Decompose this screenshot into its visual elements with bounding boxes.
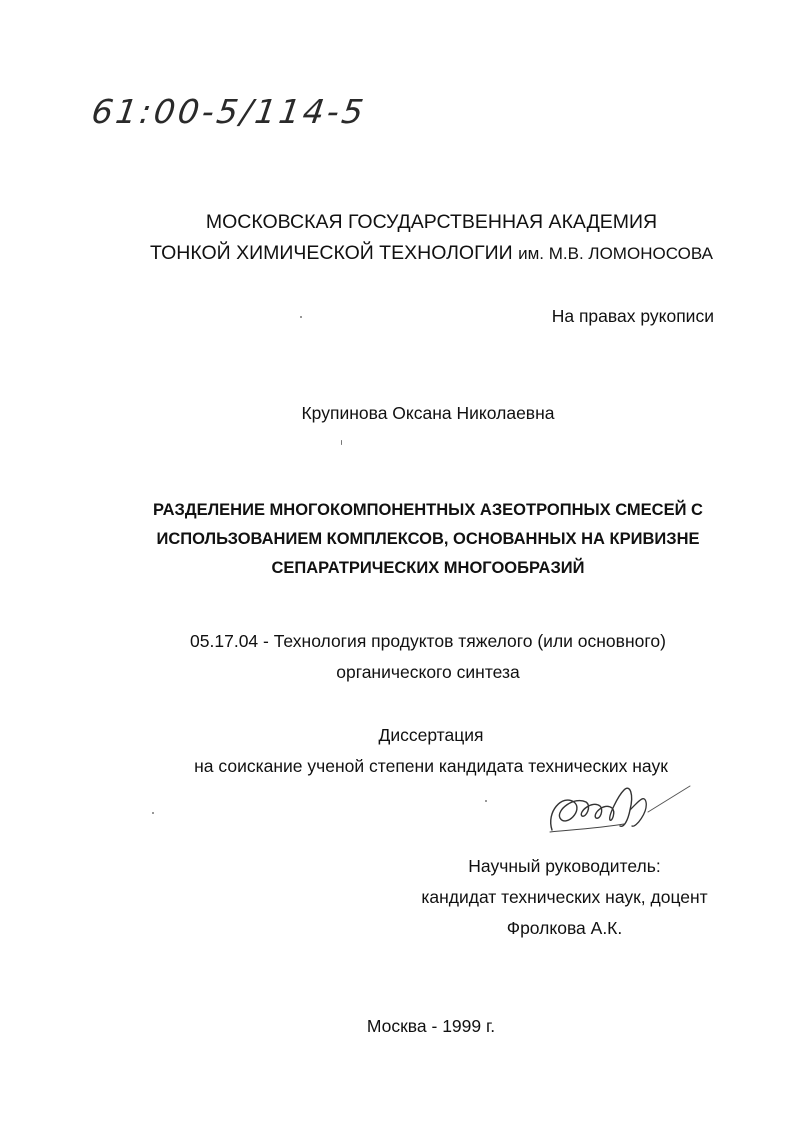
- dissertation-line-2: на соискание ученой степени кандидата технических наук: [194, 756, 668, 776]
- specialty-line-2: органического синтеза: [336, 662, 520, 682]
- scan-speck: [300, 316, 302, 318]
- institution-line-1: МОСКОВСКАЯ ГОСУДАРСТВЕННАЯ АКАДЕМИЯ: [205, 211, 658, 233]
- city-and-year: Москва - 1999 г.: [366, 1016, 496, 1036]
- supervisor-line-2: кандидат технических наук, доцент: [421, 887, 708, 907]
- institution-line-2-main: ТОНКОЙ ХИМИЧЕСКОЙ ТЕХНОЛОГИИ: [150, 242, 513, 264]
- dissertation-line-1: Диссертация: [378, 725, 484, 745]
- supervisor-line-1: Научный руководитель:: [468, 856, 661, 876]
- institution-line-2: [0, 238, 793, 269]
- manuscript-rights-note: На правах рукописи: [551, 306, 714, 326]
- title-line-2: ИСПОЛЬЗОВАНИЕМ КОМПЛЕКСОВ, ОСНОВАННЫХ НА КРИВИЗНЕ: [156, 530, 700, 548]
- specialty-code: [0, 626, 793, 688]
- title-line-3: СЕПАРАТРИЧЕСКИХ МНОГООБРАЗИЙ: [271, 559, 585, 577]
- scan-speck: [485, 800, 487, 802]
- institution-name: [0, 207, 793, 269]
- scientific-supervisor: [0, 851, 793, 944]
- scan-speck: [152, 812, 154, 814]
- archive-number-handwritten: 61:00-5/114-5: [89, 92, 369, 131]
- specialty-line-1: 05.17.04 - Технология продуктов тяжелого (или основного): [190, 631, 666, 651]
- institution-line-2-suffix: им. М.В. ЛОМОНОСОВА: [518, 244, 713, 263]
- dissertation-title: [0, 496, 793, 583]
- supervisor-line-3: Фролкова А.К.: [506, 918, 623, 938]
- title-line-1: РАЗДЕЛЕНИЕ МНОГОКОМПОНЕНТНЫХ АЗЕОТРОПНЫХ СМЕСЕЙ С: [153, 501, 703, 519]
- signature-icon: [540, 772, 700, 842]
- scan-speck: [341, 440, 342, 445]
- author-name: Крупинова Оксана Николаевна: [301, 403, 555, 423]
